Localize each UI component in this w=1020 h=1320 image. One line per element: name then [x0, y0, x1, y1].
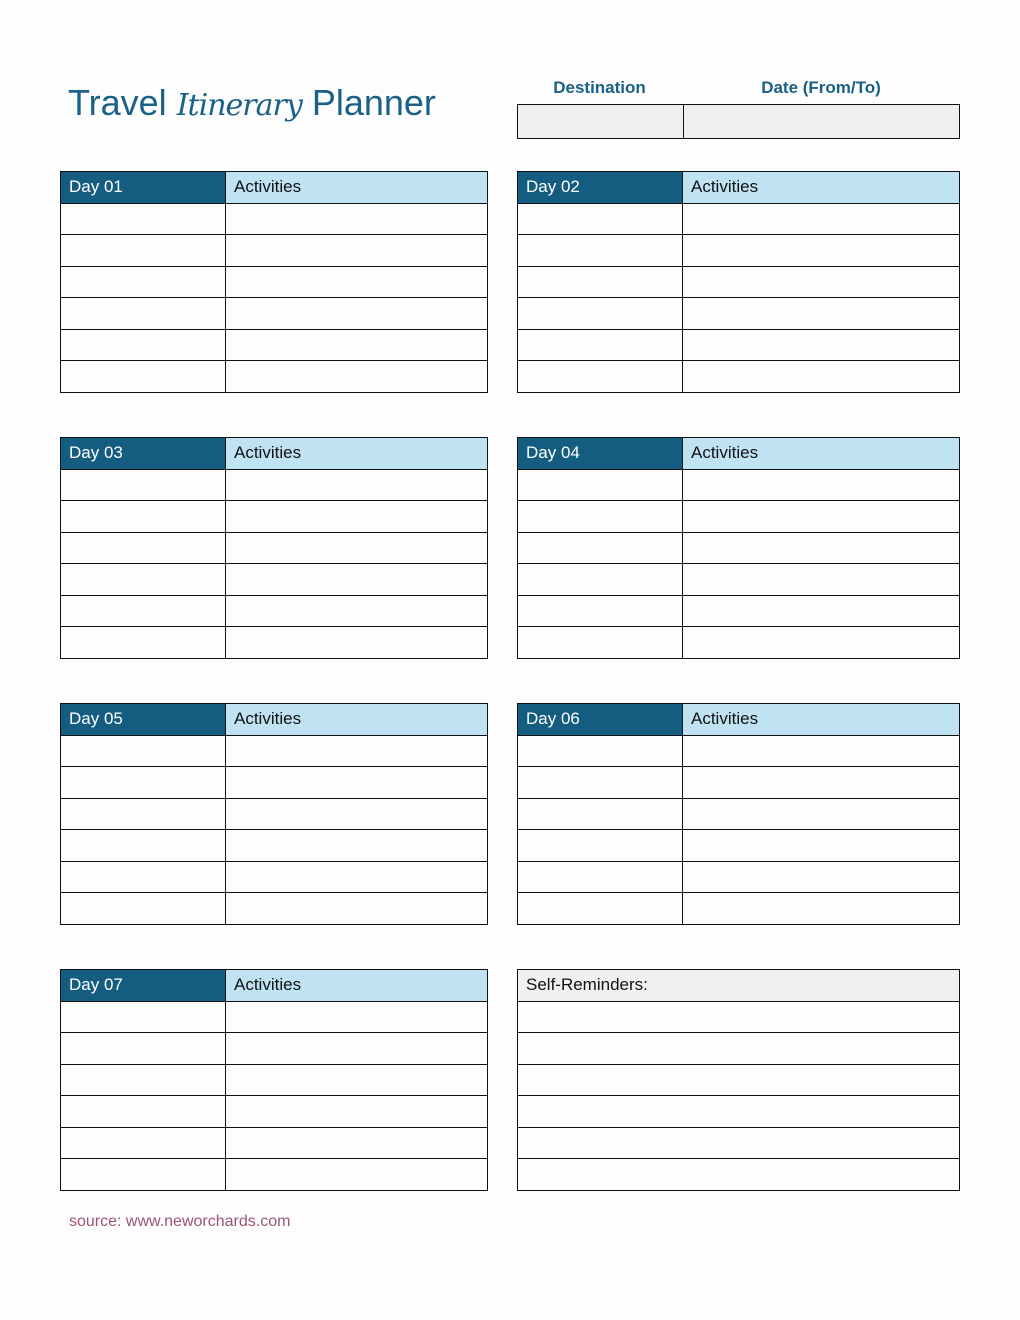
table-header-row	[61, 970, 488, 1002]
time-cell[interactable]	[61, 329, 226, 361]
time-cell[interactable]	[518, 564, 683, 596]
self-reminders-label: Self-Reminders:	[518, 970, 960, 1002]
table-row	[518, 893, 960, 925]
table-row	[61, 1096, 488, 1128]
table-row	[518, 735, 960, 767]
table-row	[518, 861, 960, 893]
reminder-cell[interactable]	[518, 1096, 960, 1128]
time-cell[interactable]	[518, 361, 683, 393]
activity-cell[interactable]	[683, 830, 960, 862]
trip-info-fields	[517, 104, 960, 139]
activity-cell[interactable]	[683, 767, 960, 799]
table-row	[518, 1159, 960, 1191]
table-row	[518, 203, 960, 235]
activity-cell[interactable]	[226, 1001, 488, 1033]
time-cell[interactable]	[518, 627, 683, 659]
table-row	[61, 767, 488, 799]
time-cell[interactable]	[61, 1096, 226, 1128]
activity-cell[interactable]	[683, 627, 960, 659]
table-row	[61, 501, 488, 533]
time-cell[interactable]	[518, 501, 683, 533]
activity-cell[interactable]	[226, 893, 488, 925]
time-cell[interactable]	[518, 532, 683, 564]
activity-cell[interactable]	[683, 595, 960, 627]
time-cell[interactable]	[518, 893, 683, 925]
activity-cell[interactable]	[226, 830, 488, 862]
table-row	[61, 203, 488, 235]
time-cell[interactable]	[61, 532, 226, 564]
activity-cell[interactable]	[226, 627, 488, 659]
activity-cell[interactable]	[226, 861, 488, 893]
activity-cell[interactable]	[226, 203, 488, 235]
destination-field[interactable]	[518, 105, 684, 138]
time-cell[interactable]	[61, 501, 226, 533]
activity-cell[interactable]	[226, 798, 488, 830]
time-cell[interactable]	[61, 627, 226, 659]
destination-label: Destination	[553, 78, 646, 97]
date-field[interactable]	[684, 105, 959, 138]
time-cell[interactable]	[518, 767, 683, 799]
activities-label: Activities	[683, 172, 960, 204]
time-cell[interactable]	[518, 861, 683, 893]
activities-label: Activities	[226, 704, 488, 736]
reminder-cell[interactable]	[518, 1159, 960, 1191]
time-cell[interactable]	[61, 798, 226, 830]
activities-label: Activities	[226, 438, 488, 470]
page-title: Travel Itinerary Planner	[68, 82, 436, 123]
reminder-cell[interactable]	[518, 1001, 960, 1033]
table-row	[518, 532, 960, 564]
activity-cell[interactable]	[226, 1096, 488, 1128]
activity-cell[interactable]	[226, 735, 488, 767]
day-table	[60, 703, 488, 925]
table-row	[518, 266, 960, 298]
self-reminders-table	[517, 969, 960, 1191]
activities-label: Activities	[226, 970, 488, 1002]
time-cell[interactable]	[518, 203, 683, 235]
activity-cell[interactable]	[683, 361, 960, 393]
table-row	[518, 235, 960, 267]
day-table	[60, 969, 488, 1191]
day-table	[517, 437, 960, 659]
table-header-row	[518, 172, 960, 204]
day-label: Day 05	[61, 704, 226, 736]
table-row	[61, 1064, 488, 1096]
table-row	[61, 595, 488, 627]
time-cell[interactable]	[61, 767, 226, 799]
time-cell[interactable]	[61, 830, 226, 862]
table-row	[61, 469, 488, 501]
time-cell[interactable]	[518, 266, 683, 298]
table-row	[518, 469, 960, 501]
time-cell[interactable]	[61, 1127, 226, 1159]
activity-cell[interactable]	[683, 735, 960, 767]
table-row	[61, 1001, 488, 1033]
activity-cell[interactable]	[226, 501, 488, 533]
time-cell[interactable]	[518, 735, 683, 767]
table-row	[61, 735, 488, 767]
table-row	[518, 830, 960, 862]
day-label: Day 07	[61, 970, 226, 1002]
activity-cell[interactable]	[226, 266, 488, 298]
time-cell[interactable]	[61, 203, 226, 235]
table-row	[61, 564, 488, 596]
table-row	[518, 298, 960, 330]
table-row	[61, 235, 488, 267]
activity-cell[interactable]	[683, 235, 960, 267]
table-row	[61, 329, 488, 361]
day-table	[517, 703, 960, 925]
activity-cell[interactable]	[683, 501, 960, 533]
table-row	[61, 361, 488, 393]
activities-label: Activities	[683, 438, 960, 470]
activity-cell[interactable]	[226, 1033, 488, 1065]
time-cell[interactable]	[518, 298, 683, 330]
table-row	[518, 501, 960, 533]
table-header-row	[61, 438, 488, 470]
time-cell[interactable]	[61, 1033, 226, 1065]
activity-cell[interactable]	[683, 564, 960, 596]
table-row	[61, 798, 488, 830]
activities-label: Activities	[683, 704, 960, 736]
table-row	[518, 1096, 960, 1128]
table-row	[518, 1127, 960, 1159]
day-label: Day 02	[518, 172, 683, 204]
time-cell[interactable]	[518, 798, 683, 830]
time-cell[interactable]	[61, 861, 226, 893]
date-label: Date (From/To)	[761, 78, 881, 97]
time-cell[interactable]	[61, 893, 226, 925]
table-row	[61, 627, 488, 659]
activity-cell[interactable]	[683, 266, 960, 298]
table-header-row	[518, 970, 960, 1002]
table-row	[61, 1159, 488, 1191]
table-header-row	[518, 438, 960, 470]
table-row	[518, 1001, 960, 1033]
time-cell[interactable]	[61, 235, 226, 267]
reminder-cell[interactable]	[518, 1127, 960, 1159]
activity-cell[interactable]	[226, 298, 488, 330]
activity-cell[interactable]	[683, 532, 960, 564]
table-row	[61, 532, 488, 564]
time-cell[interactable]	[518, 469, 683, 501]
activity-cell[interactable]	[226, 767, 488, 799]
day-table	[60, 171, 488, 393]
time-cell[interactable]	[61, 595, 226, 627]
table-row	[518, 627, 960, 659]
activity-cell[interactable]	[683, 798, 960, 830]
time-cell[interactable]	[518, 595, 683, 627]
activity-cell[interactable]	[226, 1159, 488, 1191]
table-row	[61, 1033, 488, 1065]
time-cell[interactable]	[61, 735, 226, 767]
activity-cell[interactable]	[683, 861, 960, 893]
activity-cell[interactable]	[226, 1127, 488, 1159]
time-cell[interactable]	[61, 266, 226, 298]
day-table	[517, 171, 960, 393]
activity-cell[interactable]	[226, 532, 488, 564]
activity-cell[interactable]	[226, 235, 488, 267]
activity-cell[interactable]	[226, 469, 488, 501]
activity-cell[interactable]	[683, 469, 960, 501]
activity-cell[interactable]	[226, 564, 488, 596]
time-cell[interactable]	[61, 1064, 226, 1096]
table-row	[61, 266, 488, 298]
activities-label: Activities	[226, 172, 488, 204]
time-cell[interactable]	[61, 469, 226, 501]
table-header-row	[61, 704, 488, 736]
table-row	[61, 830, 488, 862]
table-row	[61, 861, 488, 893]
day-label: Day 03	[61, 438, 226, 470]
reminder-cell[interactable]	[518, 1033, 960, 1065]
table-row	[518, 595, 960, 627]
table-header-row	[518, 704, 960, 736]
activity-cell[interactable]	[226, 329, 488, 361]
day-label: Day 06	[518, 704, 683, 736]
table-row	[61, 893, 488, 925]
activity-cell[interactable]	[683, 203, 960, 235]
activity-cell[interactable]	[226, 595, 488, 627]
activity-cell[interactable]	[683, 298, 960, 330]
table-row	[518, 767, 960, 799]
time-cell[interactable]	[518, 329, 683, 361]
table-header-row	[61, 172, 488, 204]
time-cell[interactable]	[61, 564, 226, 596]
source-credit: source: www.neworchards.com	[69, 1213, 291, 1230]
time-cell[interactable]	[61, 1001, 226, 1033]
activity-cell[interactable]	[226, 361, 488, 393]
time-cell[interactable]	[518, 235, 683, 267]
table-row	[518, 1033, 960, 1065]
table-row	[518, 1064, 960, 1096]
time-cell[interactable]	[61, 298, 226, 330]
time-cell[interactable]	[61, 361, 226, 393]
activity-cell[interactable]	[226, 1064, 488, 1096]
activity-cell[interactable]	[683, 329, 960, 361]
activity-cell[interactable]	[683, 893, 960, 925]
table-row	[61, 1127, 488, 1159]
table-row	[518, 798, 960, 830]
time-cell[interactable]	[518, 830, 683, 862]
table-row	[518, 361, 960, 393]
table-row	[518, 329, 960, 361]
day-table	[60, 437, 488, 659]
day-label: Day 04	[518, 438, 683, 470]
day-label: Day 01	[61, 172, 226, 204]
time-cell[interactable]	[61, 1159, 226, 1191]
table-row	[518, 564, 960, 596]
reminder-cell[interactable]	[518, 1064, 960, 1096]
table-row	[61, 298, 488, 330]
